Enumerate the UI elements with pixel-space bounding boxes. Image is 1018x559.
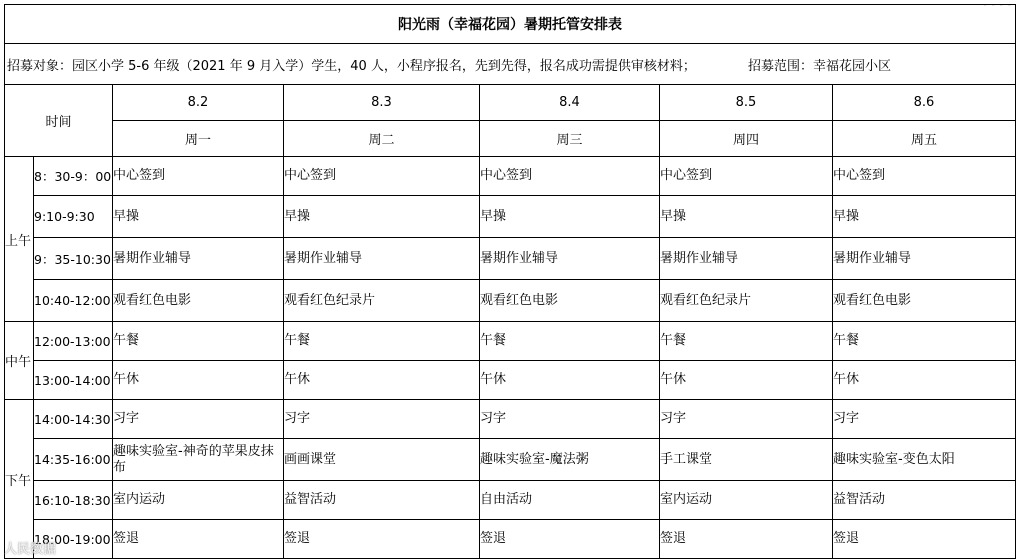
period-afternoon: 下午: [5, 400, 34, 559]
table-row: [5, 322, 1016, 361]
weekday-cell: 周三: [480, 121, 660, 157]
slot-time: 13:00-14:00: [34, 361, 113, 400]
slot-time: 9:10-9:30: [34, 196, 113, 238]
activity-cell: 签退: [833, 520, 1016, 559]
activity-cell: 早操: [284, 196, 480, 238]
watermark-logo: 人民数据: [4, 542, 57, 557]
activity-cell: 手工课堂: [660, 439, 833, 481]
activity-cell: 签退: [284, 520, 480, 559]
activity-cell: 午餐: [284, 322, 480, 361]
recruit-row: [5, 44, 1016, 85]
activity-cell: 自由活动: [480, 481, 660, 520]
table-row: [5, 439, 1016, 481]
slot-time: 14:00-14:30: [34, 400, 113, 439]
weekday-cell: 周四: [660, 121, 833, 157]
activity-cell: 签退: [480, 520, 660, 559]
activity-cell: 趣味实验室-变色太阳: [833, 439, 1016, 481]
table-row: [5, 157, 1016, 196]
activity-cell: 早操: [480, 196, 660, 238]
title-row: [5, 5, 1016, 44]
table-row: [5, 361, 1016, 400]
schedule-table: [4, 4, 1016, 559]
date-row: [5, 85, 1016, 121]
activity-cell: 午休: [480, 361, 660, 400]
activity-cell: 观看红色电影: [833, 280, 1016, 322]
activity-cell: 画画课堂: [284, 439, 480, 481]
slot-time: 9：35-10:30: [34, 238, 113, 280]
weekday-cell: 周一: [113, 121, 284, 157]
activity-cell: 暑期作业辅导: [833, 238, 1016, 280]
page-title: 阳光雨（幸福花园）暑期托管安排表: [5, 5, 1016, 44]
table-row: [5, 196, 1016, 238]
date-cell: 8.2: [113, 85, 284, 121]
activity-cell: 观看红色电影: [113, 280, 284, 322]
table-row: [5, 238, 1016, 280]
activity-cell: 暑期作业辅导: [660, 238, 833, 280]
activity-cell: 益智活动: [284, 481, 480, 520]
activity-cell: 中心签到: [284, 157, 480, 196]
recruit-target: 招募对象：园区小学 5-6 年级（2021 年 9 月入学）学生，40 人，小程序报名，先到先得，报名成功需提供审核材料；: [7, 58, 696, 74]
slot-time: 14:35-16:00: [34, 439, 113, 481]
activity-cell: 中心签到: [660, 157, 833, 196]
activity-cell: 观看红色纪录片: [284, 280, 480, 322]
activity-cell: 习字: [833, 400, 1016, 439]
slot-time: 16:10-18:30: [34, 481, 113, 520]
activity-cell: 午餐: [833, 322, 1016, 361]
date-cell: 8.4: [480, 85, 660, 121]
activity-cell: 早操: [660, 196, 833, 238]
activity-cell: 暑期作业辅导: [480, 238, 660, 280]
activity-cell: 观看红色纪录片: [660, 280, 833, 322]
weekday-cell: 周二: [284, 121, 480, 157]
weekday-cell: 周五: [833, 121, 1016, 157]
activity-cell: 中心签到: [480, 157, 660, 196]
activity-cell: 习字: [660, 400, 833, 439]
date-cell: 8.6: [833, 85, 1016, 121]
period-noon: 中午: [5, 322, 34, 400]
slot-time: 8：30-9：00: [34, 157, 113, 196]
activity-cell: 早操: [113, 196, 284, 238]
recruit-info: [5, 44, 1016, 85]
activity-cell: 午餐: [480, 322, 660, 361]
activity-cell: 签退: [113, 520, 284, 559]
activity-cell: 室内运动: [660, 481, 833, 520]
weekday-row: [5, 121, 1016, 157]
activity-cell: 趣味实验室-神奇的苹果皮抹布: [113, 439, 284, 481]
slot-time: 10:40-12:00: [34, 280, 113, 322]
date-cell: 8.5: [660, 85, 833, 121]
table-row: [5, 280, 1016, 322]
date-cell: 8.3: [284, 85, 480, 121]
activity-cell: 暑期作业辅导: [284, 238, 480, 280]
activity-cell: 观看红色电影: [480, 280, 660, 322]
activity-cell: 午休: [833, 361, 1016, 400]
activity-cell: 签退: [660, 520, 833, 559]
activity-cell: 习字: [284, 400, 480, 439]
activity-cell: 早操: [833, 196, 1016, 238]
slot-time: 12:00-13:00: [34, 322, 113, 361]
activity-cell: 习字: [113, 400, 284, 439]
window-control-mark: - - - -: [983, 0, 1012, 10]
slot-time: 18:00-19:00: [34, 520, 113, 559]
activity-cell: 中心签到: [833, 157, 1016, 196]
activity-cell: 室内运动: [113, 481, 284, 520]
activity-cell: 趣味实验室-魔法粥: [480, 439, 660, 481]
activity-cell: 午休: [284, 361, 480, 400]
activity-cell: 午休: [113, 361, 284, 400]
activity-cell: 午休: [660, 361, 833, 400]
activity-cell: 中心签到: [113, 157, 284, 196]
table-row: [5, 481, 1016, 520]
table-row: [5, 400, 1016, 439]
activity-cell: 益智活动: [833, 481, 1016, 520]
table-row: [5, 520, 1016, 559]
activity-cell: 午餐: [660, 322, 833, 361]
time-header: 时间: [5, 85, 113, 157]
period-morning: 上午: [5, 157, 34, 322]
activity-cell: 暑期作业辅导: [113, 238, 284, 280]
recruit-range: 招募范围：幸福花园小区: [747, 58, 891, 74]
activity-cell: 习字: [480, 400, 660, 439]
activity-cell: 午餐: [113, 322, 284, 361]
